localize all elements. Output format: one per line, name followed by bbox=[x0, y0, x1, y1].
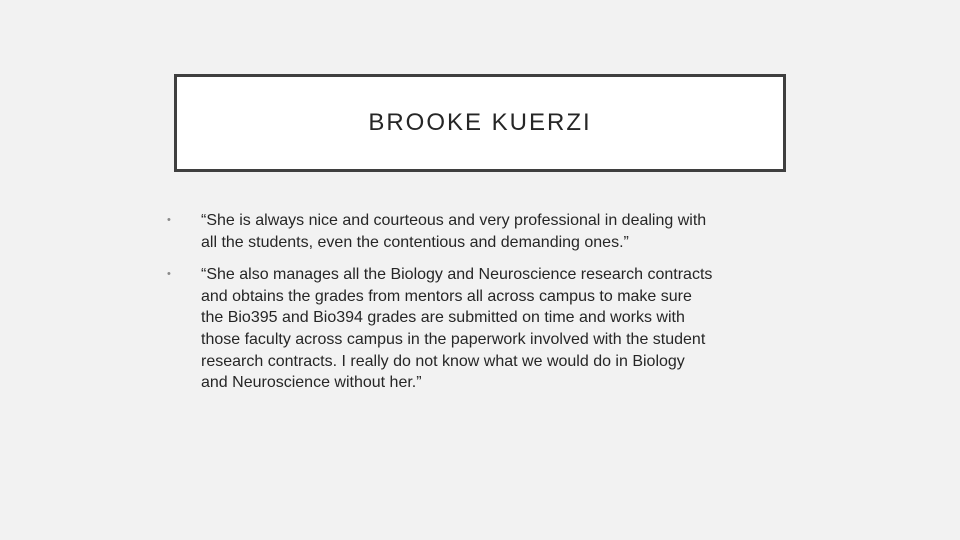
slide-title: BROOKE KUERZI bbox=[368, 109, 592, 136]
bullet-marker: • bbox=[167, 214, 171, 226]
bullet-text: “She also manages all the Biology and Neuroscience research contracts and obtains the grades from mentors all across campus to make sure the Bio395 and Bio394 grades are submitted on time and works with those faculty across campus in the paperwork involved with the student research contracts. I really do not know what we would do in Biology and Neuroscience without her.” bbox=[201, 266, 713, 392]
bullet-text: “She is always nice and courteous and very professional in dealing with all the students, even the contentious and demanding ones.” bbox=[201, 212, 707, 251]
bullet-marker: • bbox=[167, 268, 171, 281]
bullet-item bbox=[166, 264, 796, 394]
bullet-list bbox=[166, 210, 796, 405]
bullet-item bbox=[166, 210, 796, 253]
title-box bbox=[174, 74, 786, 172]
